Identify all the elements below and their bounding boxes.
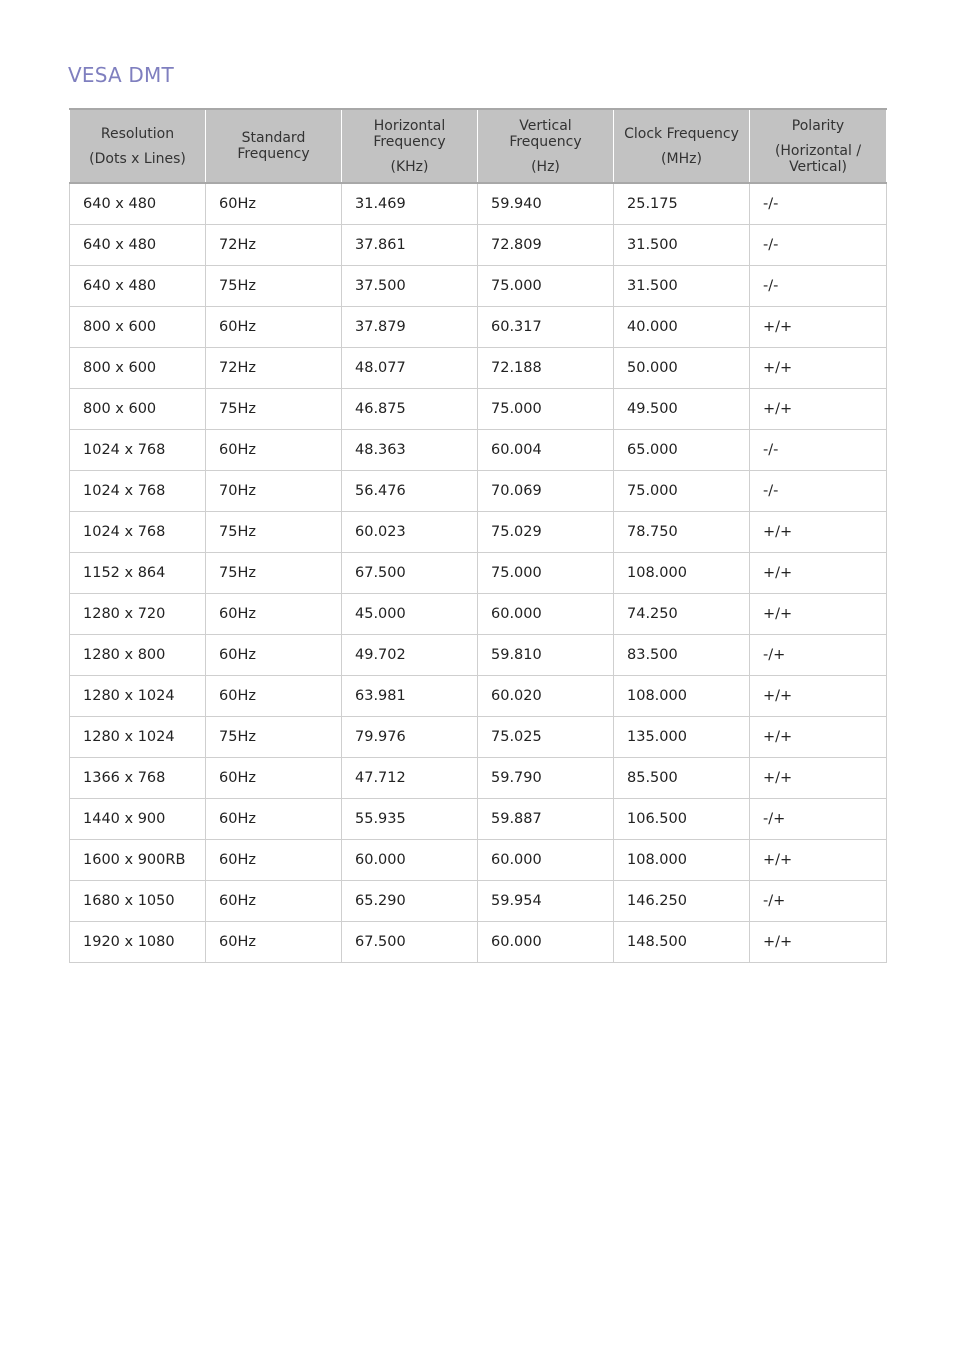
cell-standard-frequency: 60Hz xyxy=(206,758,342,799)
cell-vertical-frequency: 60.004 xyxy=(478,430,614,471)
header-unit: (Horizontal / Vertical) xyxy=(774,142,862,175)
cell-vertical-frequency: 75.000 xyxy=(478,389,614,430)
cell-resolution: 800 x 600 xyxy=(70,307,206,348)
cell-resolution: 1280 x 1024 xyxy=(70,676,206,717)
page-title: VESA DMT xyxy=(68,63,174,87)
cell-polarity: -/+ xyxy=(750,881,887,922)
cell-standard-frequency: 60Hz xyxy=(206,676,342,717)
header-unit: (KHz) xyxy=(390,158,429,175)
cell-horizontal-frequency: 60.023 xyxy=(342,512,478,553)
cell-clock-frequency: 50.000 xyxy=(614,348,750,389)
cell-polarity: -/- xyxy=(750,266,887,307)
cell-horizontal-frequency: 37.879 xyxy=(342,307,478,348)
header-label: Horizontal Frequency xyxy=(373,117,446,150)
cell-vertical-frequency: 60.000 xyxy=(478,594,614,635)
header-unit: (Hz) xyxy=(531,158,560,175)
cell-horizontal-frequency: 67.500 xyxy=(342,922,478,963)
cell-resolution: 1600 x 900RB xyxy=(70,840,206,881)
cell-standard-frequency: 60Hz xyxy=(206,635,342,676)
cell-standard-frequency: 60Hz xyxy=(206,307,342,348)
table-row xyxy=(70,389,887,430)
header-horizontal-frequency xyxy=(342,109,478,183)
cell-horizontal-frequency: 47.712 xyxy=(342,758,478,799)
cell-horizontal-frequency: 45.000 xyxy=(342,594,478,635)
cell-vertical-frequency: 59.887 xyxy=(478,799,614,840)
cell-vertical-frequency: 60.317 xyxy=(478,307,614,348)
cell-polarity: +/+ xyxy=(750,840,887,881)
header-unit: (Dots x Lines) xyxy=(89,150,186,167)
header-label: Clock Frequency xyxy=(624,125,739,142)
table-row xyxy=(70,183,887,225)
cell-vertical-frequency: 59.940 xyxy=(478,183,614,225)
cell-vertical-frequency: 60.000 xyxy=(478,922,614,963)
cell-clock-frequency: 83.500 xyxy=(614,635,750,676)
cell-vertical-frequency: 72.809 xyxy=(478,225,614,266)
table-row xyxy=(70,635,887,676)
table-row xyxy=(70,676,887,717)
header-label: Vertical Frequency xyxy=(509,117,582,150)
header-resolution xyxy=(70,109,206,183)
cell-horizontal-frequency: 49.702 xyxy=(342,635,478,676)
table-row xyxy=(70,430,887,471)
header-unit: (MHz) xyxy=(661,150,702,167)
table-header xyxy=(70,109,887,183)
cell-resolution: 1440 x 900 xyxy=(70,799,206,840)
cell-horizontal-frequency: 60.000 xyxy=(342,840,478,881)
header-label: Polarity xyxy=(791,117,845,134)
table-row xyxy=(70,922,887,963)
cell-polarity: -/- xyxy=(750,471,887,512)
cell-polarity: +/+ xyxy=(750,758,887,799)
cell-clock-frequency: 25.175 xyxy=(614,183,750,225)
table-body xyxy=(70,183,887,963)
header-polarity xyxy=(750,109,887,183)
cell-vertical-frequency: 60.020 xyxy=(478,676,614,717)
cell-clock-frequency: 49.500 xyxy=(614,389,750,430)
cell-resolution: 1680 x 1050 xyxy=(70,881,206,922)
cell-horizontal-frequency: 31.469 xyxy=(342,183,478,225)
table-row xyxy=(70,881,887,922)
cell-vertical-frequency: 75.000 xyxy=(478,266,614,307)
table-row xyxy=(70,799,887,840)
cell-vertical-frequency: 75.000 xyxy=(478,553,614,594)
cell-polarity: +/+ xyxy=(750,594,887,635)
cell-horizontal-frequency: 48.077 xyxy=(342,348,478,389)
cell-polarity: +/+ xyxy=(750,676,887,717)
header-label: Standard Frequency xyxy=(237,130,310,162)
cell-standard-frequency: 60Hz xyxy=(206,430,342,471)
cell-clock-frequency: 65.000 xyxy=(614,430,750,471)
cell-clock-frequency: 146.250 xyxy=(614,881,750,922)
cell-resolution: 640 x 480 xyxy=(70,225,206,266)
cell-clock-frequency: 74.250 xyxy=(614,594,750,635)
table-row xyxy=(70,594,887,635)
cell-polarity: -/- xyxy=(750,430,887,471)
cell-polarity: +/+ xyxy=(750,512,887,553)
cell-clock-frequency: 106.500 xyxy=(614,799,750,840)
cell-clock-frequency: 40.000 xyxy=(614,307,750,348)
cell-polarity: -/+ xyxy=(750,799,887,840)
cell-vertical-frequency: 60.000 xyxy=(478,840,614,881)
table-row xyxy=(70,717,887,758)
header-clock-frequency xyxy=(614,109,750,183)
cell-standard-frequency: 60Hz xyxy=(206,594,342,635)
table-row xyxy=(70,840,887,881)
cell-resolution: 1280 x 800 xyxy=(70,635,206,676)
cell-vertical-frequency: 59.790 xyxy=(478,758,614,799)
cell-vertical-frequency: 75.025 xyxy=(478,717,614,758)
table-row xyxy=(70,471,887,512)
cell-vertical-frequency: 70.069 xyxy=(478,471,614,512)
cell-standard-frequency: 75Hz xyxy=(206,266,342,307)
cell-clock-frequency: 148.500 xyxy=(614,922,750,963)
cell-polarity: -/- xyxy=(750,183,887,225)
header-row xyxy=(70,109,887,183)
cell-polarity: +/+ xyxy=(750,553,887,594)
table-row xyxy=(70,307,887,348)
cell-resolution: 800 x 600 xyxy=(70,348,206,389)
cell-horizontal-frequency: 63.981 xyxy=(342,676,478,717)
vesa-dmt-table xyxy=(69,108,887,963)
cell-polarity: +/+ xyxy=(750,348,887,389)
cell-standard-frequency: 60Hz xyxy=(206,840,342,881)
cell-horizontal-frequency: 67.500 xyxy=(342,553,478,594)
cell-horizontal-frequency: 48.363 xyxy=(342,430,478,471)
cell-resolution: 640 x 480 xyxy=(70,183,206,225)
cell-horizontal-frequency: 79.976 xyxy=(342,717,478,758)
cell-resolution: 1280 x 720 xyxy=(70,594,206,635)
cell-resolution: 1024 x 768 xyxy=(70,512,206,553)
cell-clock-frequency: 108.000 xyxy=(614,840,750,881)
cell-clock-frequency: 85.500 xyxy=(614,758,750,799)
cell-standard-frequency: 60Hz xyxy=(206,183,342,225)
cell-clock-frequency: 31.500 xyxy=(614,225,750,266)
cell-vertical-frequency: 72.188 xyxy=(478,348,614,389)
header-vertical-frequency xyxy=(478,109,614,183)
cell-vertical-frequency: 59.954 xyxy=(478,881,614,922)
cell-resolution: 1024 x 768 xyxy=(70,430,206,471)
cell-horizontal-frequency: 65.290 xyxy=(342,881,478,922)
cell-clock-frequency: 135.000 xyxy=(614,717,750,758)
cell-standard-frequency: 72Hz xyxy=(206,225,342,266)
cell-vertical-frequency: 75.029 xyxy=(478,512,614,553)
cell-resolution: 1024 x 768 xyxy=(70,471,206,512)
table-row xyxy=(70,512,887,553)
cell-resolution: 1920 x 1080 xyxy=(70,922,206,963)
cell-clock-frequency: 108.000 xyxy=(614,553,750,594)
table-row xyxy=(70,225,887,266)
cell-clock-frequency: 108.000 xyxy=(614,676,750,717)
cell-resolution: 640 x 480 xyxy=(70,266,206,307)
cell-standard-frequency: 60Hz xyxy=(206,799,342,840)
cell-resolution: 1152 x 864 xyxy=(70,553,206,594)
cell-polarity: +/+ xyxy=(750,307,887,348)
table-row xyxy=(70,758,887,799)
table-row xyxy=(70,266,887,307)
cell-standard-frequency: 75Hz xyxy=(206,389,342,430)
cell-clock-frequency: 78.750 xyxy=(614,512,750,553)
cell-polarity: -/- xyxy=(750,225,887,266)
cell-standard-frequency: 70Hz xyxy=(206,471,342,512)
cell-resolution: 1280 x 1024 xyxy=(70,717,206,758)
cell-standard-frequency: 60Hz xyxy=(206,922,342,963)
cell-polarity: -/+ xyxy=(750,635,887,676)
header-label: Resolution xyxy=(100,125,175,142)
cell-standard-frequency: 72Hz xyxy=(206,348,342,389)
cell-vertical-frequency: 59.810 xyxy=(478,635,614,676)
cell-polarity: +/+ xyxy=(750,717,887,758)
cell-clock-frequency: 31.500 xyxy=(614,266,750,307)
cell-standard-frequency: 75Hz xyxy=(206,553,342,594)
table-row xyxy=(70,553,887,594)
cell-horizontal-frequency: 37.500 xyxy=(342,266,478,307)
cell-polarity: +/+ xyxy=(750,389,887,430)
cell-clock-frequency: 75.000 xyxy=(614,471,750,512)
cell-resolution: 1366 x 768 xyxy=(70,758,206,799)
cell-horizontal-frequency: 46.875 xyxy=(342,389,478,430)
cell-horizontal-frequency: 37.861 xyxy=(342,225,478,266)
cell-polarity: +/+ xyxy=(750,922,887,963)
cell-standard-frequency: 60Hz xyxy=(206,881,342,922)
cell-resolution: 800 x 600 xyxy=(70,389,206,430)
header-standard-frequency xyxy=(206,109,342,183)
table-row xyxy=(70,348,887,389)
cell-standard-frequency: 75Hz xyxy=(206,512,342,553)
cell-horizontal-frequency: 55.935 xyxy=(342,799,478,840)
cell-horizontal-frequency: 56.476 xyxy=(342,471,478,512)
cell-standard-frequency: 75Hz xyxy=(206,717,342,758)
